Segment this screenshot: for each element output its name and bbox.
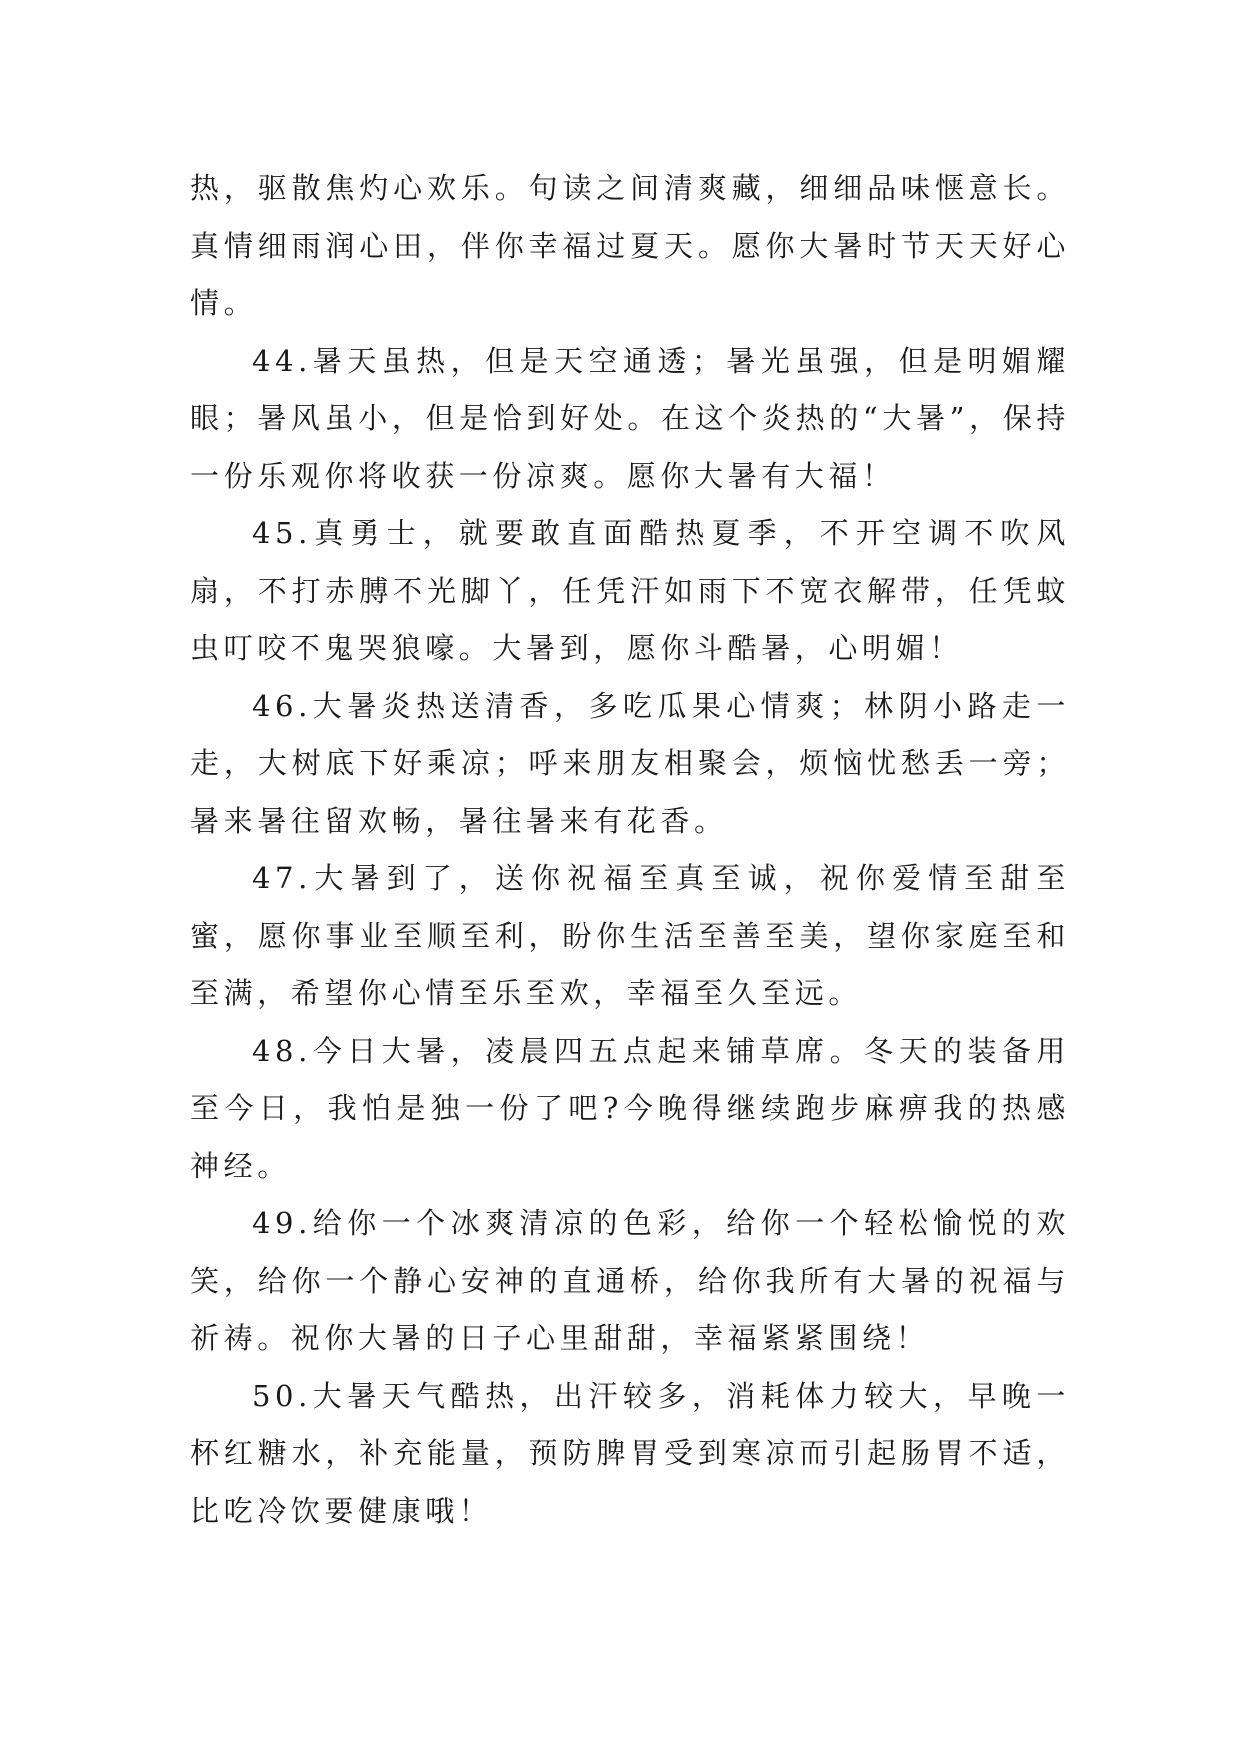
paragraph-continuation: 热，驱散焦灼心欢乐。句读之间清爽藏，细细品味惬意长。真情细雨润心田，伴你幸福过夏天。愿你大暑时节天天好心情。: [190, 171, 1070, 320]
paragraph-item-44: 44.暑天虽热，但是天空通透；暑光虽强，但是明媚耀眼；暑风虽小，但是恰到好处。在这个炎热的“大暑”，保持一份乐观你将收获一份凉爽。愿你大暑有大福！: [190, 343, 1070, 493]
paragraph-item-46: 46.大暑炎热送清香，多吃瓜果心情爽；林阴小路走一走，大树底下好乘凉；呼来朋友相聚会，烦恼忧愁丢一旁；暑来暑往留欢畅，暑往暑来有花香。: [190, 688, 1070, 838]
paragraph-item-50: 50.大暑天气酷热，出汗较多，消耗体力较大，早晚一杯红糖水，补充能量，预防脾胃受到寒凉而引起肠胃不适，比吃冷饮要健康哦！: [190, 1378, 1070, 1528]
paragraph-item-45: 45.真勇士，就要敢直面酷热夏季，不开空调不吹风扇，不打赤膊不光脚丫，任凭汗如雨下不宽衣解带，任凭蚊虫叮咬不鬼哭狼嚎。大暑到，愿你斗酷暑，心明媚！: [190, 516, 1070, 665]
document-body: [190, 160, 1070, 1540]
paragraph-item-49: 49.给你一个冰爽清凉的色彩，给你一个轻松愉悦的欢笑，给你一个静心安神的直通桥，给你我所有大暑的祝福与祈祷。祝你大暑的日子心里甜甜，幸福紧紧围绕！: [190, 1206, 1070, 1355]
paragraph-item-47: 47.大暑到了，送你祝福至真至诚，祝你爱情至甜至蜜，愿你事业至顺至利，盼你生活至善至美，望你家庭至和至满，希望你心情至乐至欢，幸福至久至远。: [190, 861, 1070, 1010]
paragraph-item-48: 48.今日大暑，凌晨四五点起来铺草席。冬天的装备用至今日，我怕是独一份了吧?今晚得继续跑步麻痹我的热感神经。: [190, 1033, 1070, 1183]
